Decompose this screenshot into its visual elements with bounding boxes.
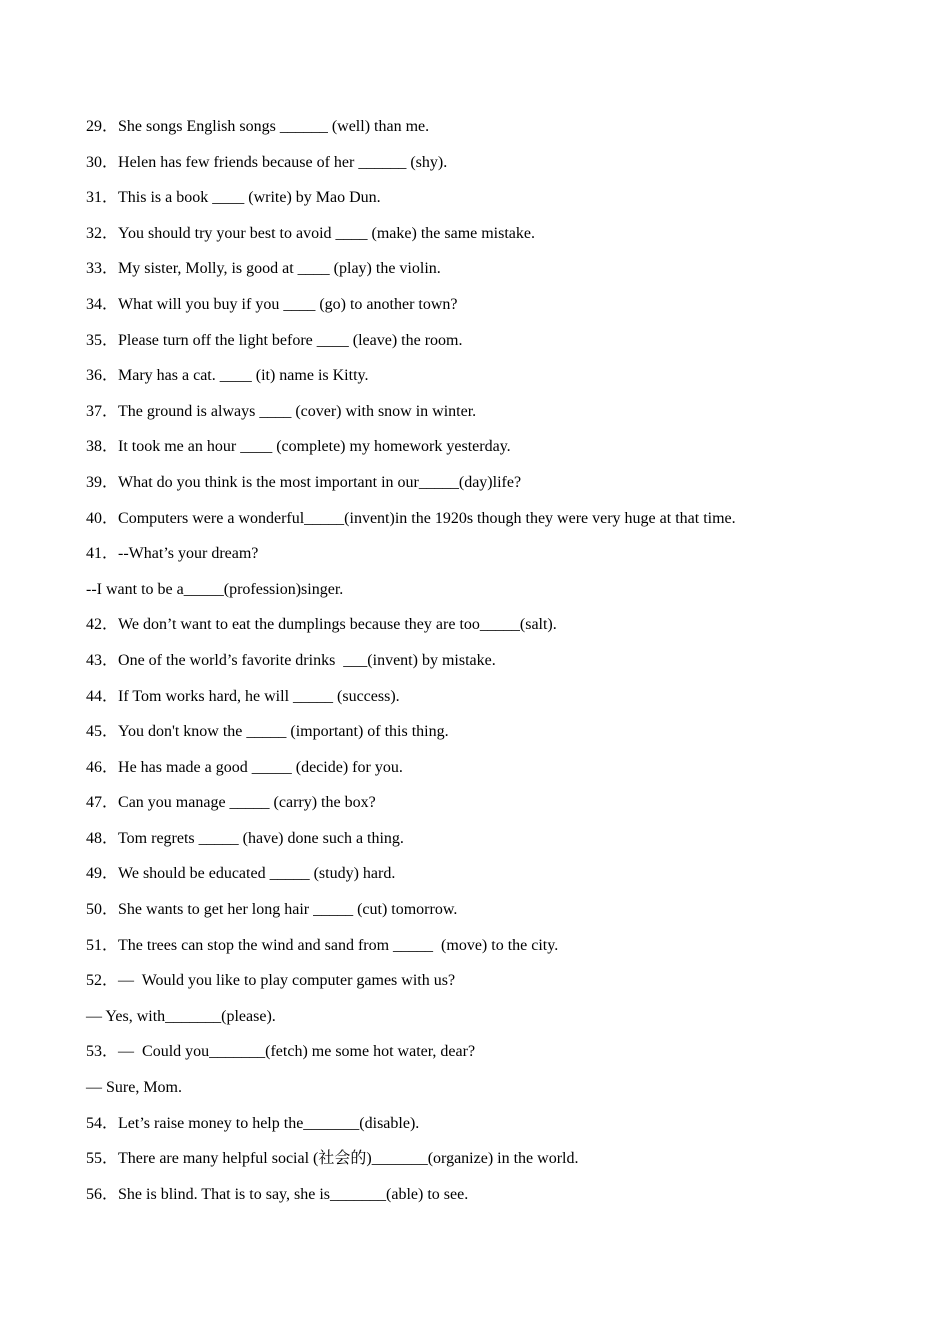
exercise-item [86,257,886,293]
exercise-text: It took me an hour ____ (complete) my homework yesterday. [118,438,511,456]
exercise-number: 49． [86,865,119,883]
exercise-number: 31． [86,189,119,207]
exercise-number: 39． [86,473,119,491]
exercise-item [86,827,886,863]
exercise-item [86,934,886,970]
exercise-item [86,969,886,1005]
exercise-item [86,791,886,827]
exercise-item [86,435,886,471]
exercise-text: She songs English songs ______ (well) than me. [118,118,430,135]
exercise-number: 47． [86,794,119,812]
exercise-continuation [86,1005,886,1041]
exercise-item [86,151,886,187]
exercise-text: She wants to get her long hair _____ (cut) tomorrow. [118,901,458,919]
exercise-number: 38． [86,438,119,456]
exercise-text: — Sure, Mom. [86,1079,182,1097]
exercise-text: One of the world’s favorite drinks ___(invent) by mistake. [118,651,496,669]
exercise-text: There are many helpful social (社会的)_______(organize) in the world. [118,1150,579,1168]
exercise-text: Tom regrets _____ (have) done such a thing. [118,829,404,847]
exercise-number: 48． [86,829,119,847]
exercise-text: Computers were a wonderful_____(invent)in the 1920s though they were very huge at that time. [118,509,736,527]
exercise-list [86,115,886,1218]
exercise-text: Helen has few friends because of her ______ (shy). [118,153,448,171]
exercise-text: — Would you like to play computer games with us? [118,972,456,990]
exercise-item [86,862,886,898]
exercise-text: What do you think is the most important in our_____(day)life? [118,473,522,491]
exercise-number: 37． [86,402,119,420]
exercise-number: 45． [86,723,119,741]
exercise-item [86,471,886,507]
exercise-item [86,293,886,329]
exercise-item [86,186,886,222]
exercise-number: 54． [86,1114,119,1132]
exercise-text: --What’s your dream? [118,545,259,563]
exercise-text: You should try your best to avoid ____ (make) the same mistake. [118,224,535,242]
exercise-text: If Tom works hard, he will _____ (success). [118,687,400,705]
exercise-text: Let’s raise money to help the_______(disable). [118,1114,420,1132]
exercise-item [86,115,886,151]
exercise-number: 32． [86,224,119,242]
exercise-text: What will you buy if you ____ (go) to another town? [118,295,458,313]
exercise-number: 44． [86,687,119,705]
exercise-item [86,1147,886,1183]
exercise-item [86,507,886,543]
exercise-item [86,329,886,365]
exercise-item [86,685,886,721]
exercise-item [86,649,886,685]
exercise-number: 43． [86,651,119,669]
exercise-item [86,400,886,436]
exercise-text: My sister, Molly, is good at ____ (play) the violin. [118,260,441,278]
exercise-text: We don’t want to eat the dumplings because they are too_____(salt). [118,616,557,634]
exercise-text: — Could you_______(fetch) me some hot water, dear? [118,1043,476,1061]
exercise-item [86,720,886,756]
exercise-number: 36． [86,367,119,385]
exercise-continuation [86,578,886,614]
exercise-text: You don't know the _____ (important) of this thing. [118,723,449,741]
exercise-item [86,364,886,400]
exercise-number: 46． [86,758,119,776]
exercise-continuation [86,1076,886,1112]
exercise-number: 40． [86,509,119,527]
exercise-text: He has made a good _____ (decide) for you. [118,758,403,776]
exercise-number: 51． [86,936,119,954]
exercise-text: The trees can stop the wind and sand from _____ (move) to the city. [118,936,559,954]
exercise-number: 42． [86,616,119,634]
exercise-item [86,613,886,649]
exercise-text: --I want to be a_____(profession)singer. [86,580,344,598]
exercise-number: 34． [86,295,119,313]
exercise-number: 33． [86,260,119,278]
exercise-text: Please turn off the light before ____ (leave) the room. [118,331,463,349]
exercise-text: — Yes, with_______(please). [86,1007,276,1025]
exercise-text: She is blind. That is to say, she is_______(able) to see. [118,1185,469,1203]
exercise-text: Can you manage _____ (carry) the box? [118,794,376,812]
exercise-number: 41． [86,545,119,563]
exercise-number: 56． [86,1185,119,1203]
exercise-item [86,1040,886,1076]
exercise-number: 30． [86,153,119,171]
exercise-number: 55． [86,1150,119,1168]
exercise-number: 53． [86,1043,119,1061]
exercise-item [86,756,886,792]
exercise-text: This is a book ____ (write) by Mao Dun. [118,189,381,207]
exercise-number: 52． [86,972,119,990]
exercise-number: 35． [86,331,119,349]
exercise-item [86,1112,886,1148]
exercise-number: 29． [86,118,119,135]
exercise-item [86,542,886,578]
exercise-text: We should be educated _____ (study) hard. [118,865,396,883]
exercise-text: The ground is always ____ (cover) with snow in winter. [118,402,477,420]
exercise-item [86,1183,886,1219]
exercise-text: Mary has a cat. ____ (it) name is Kitty. [118,367,369,385]
exercise-number: 50． [86,901,119,919]
exercise-item [86,222,886,258]
exercise-item [86,898,886,934]
